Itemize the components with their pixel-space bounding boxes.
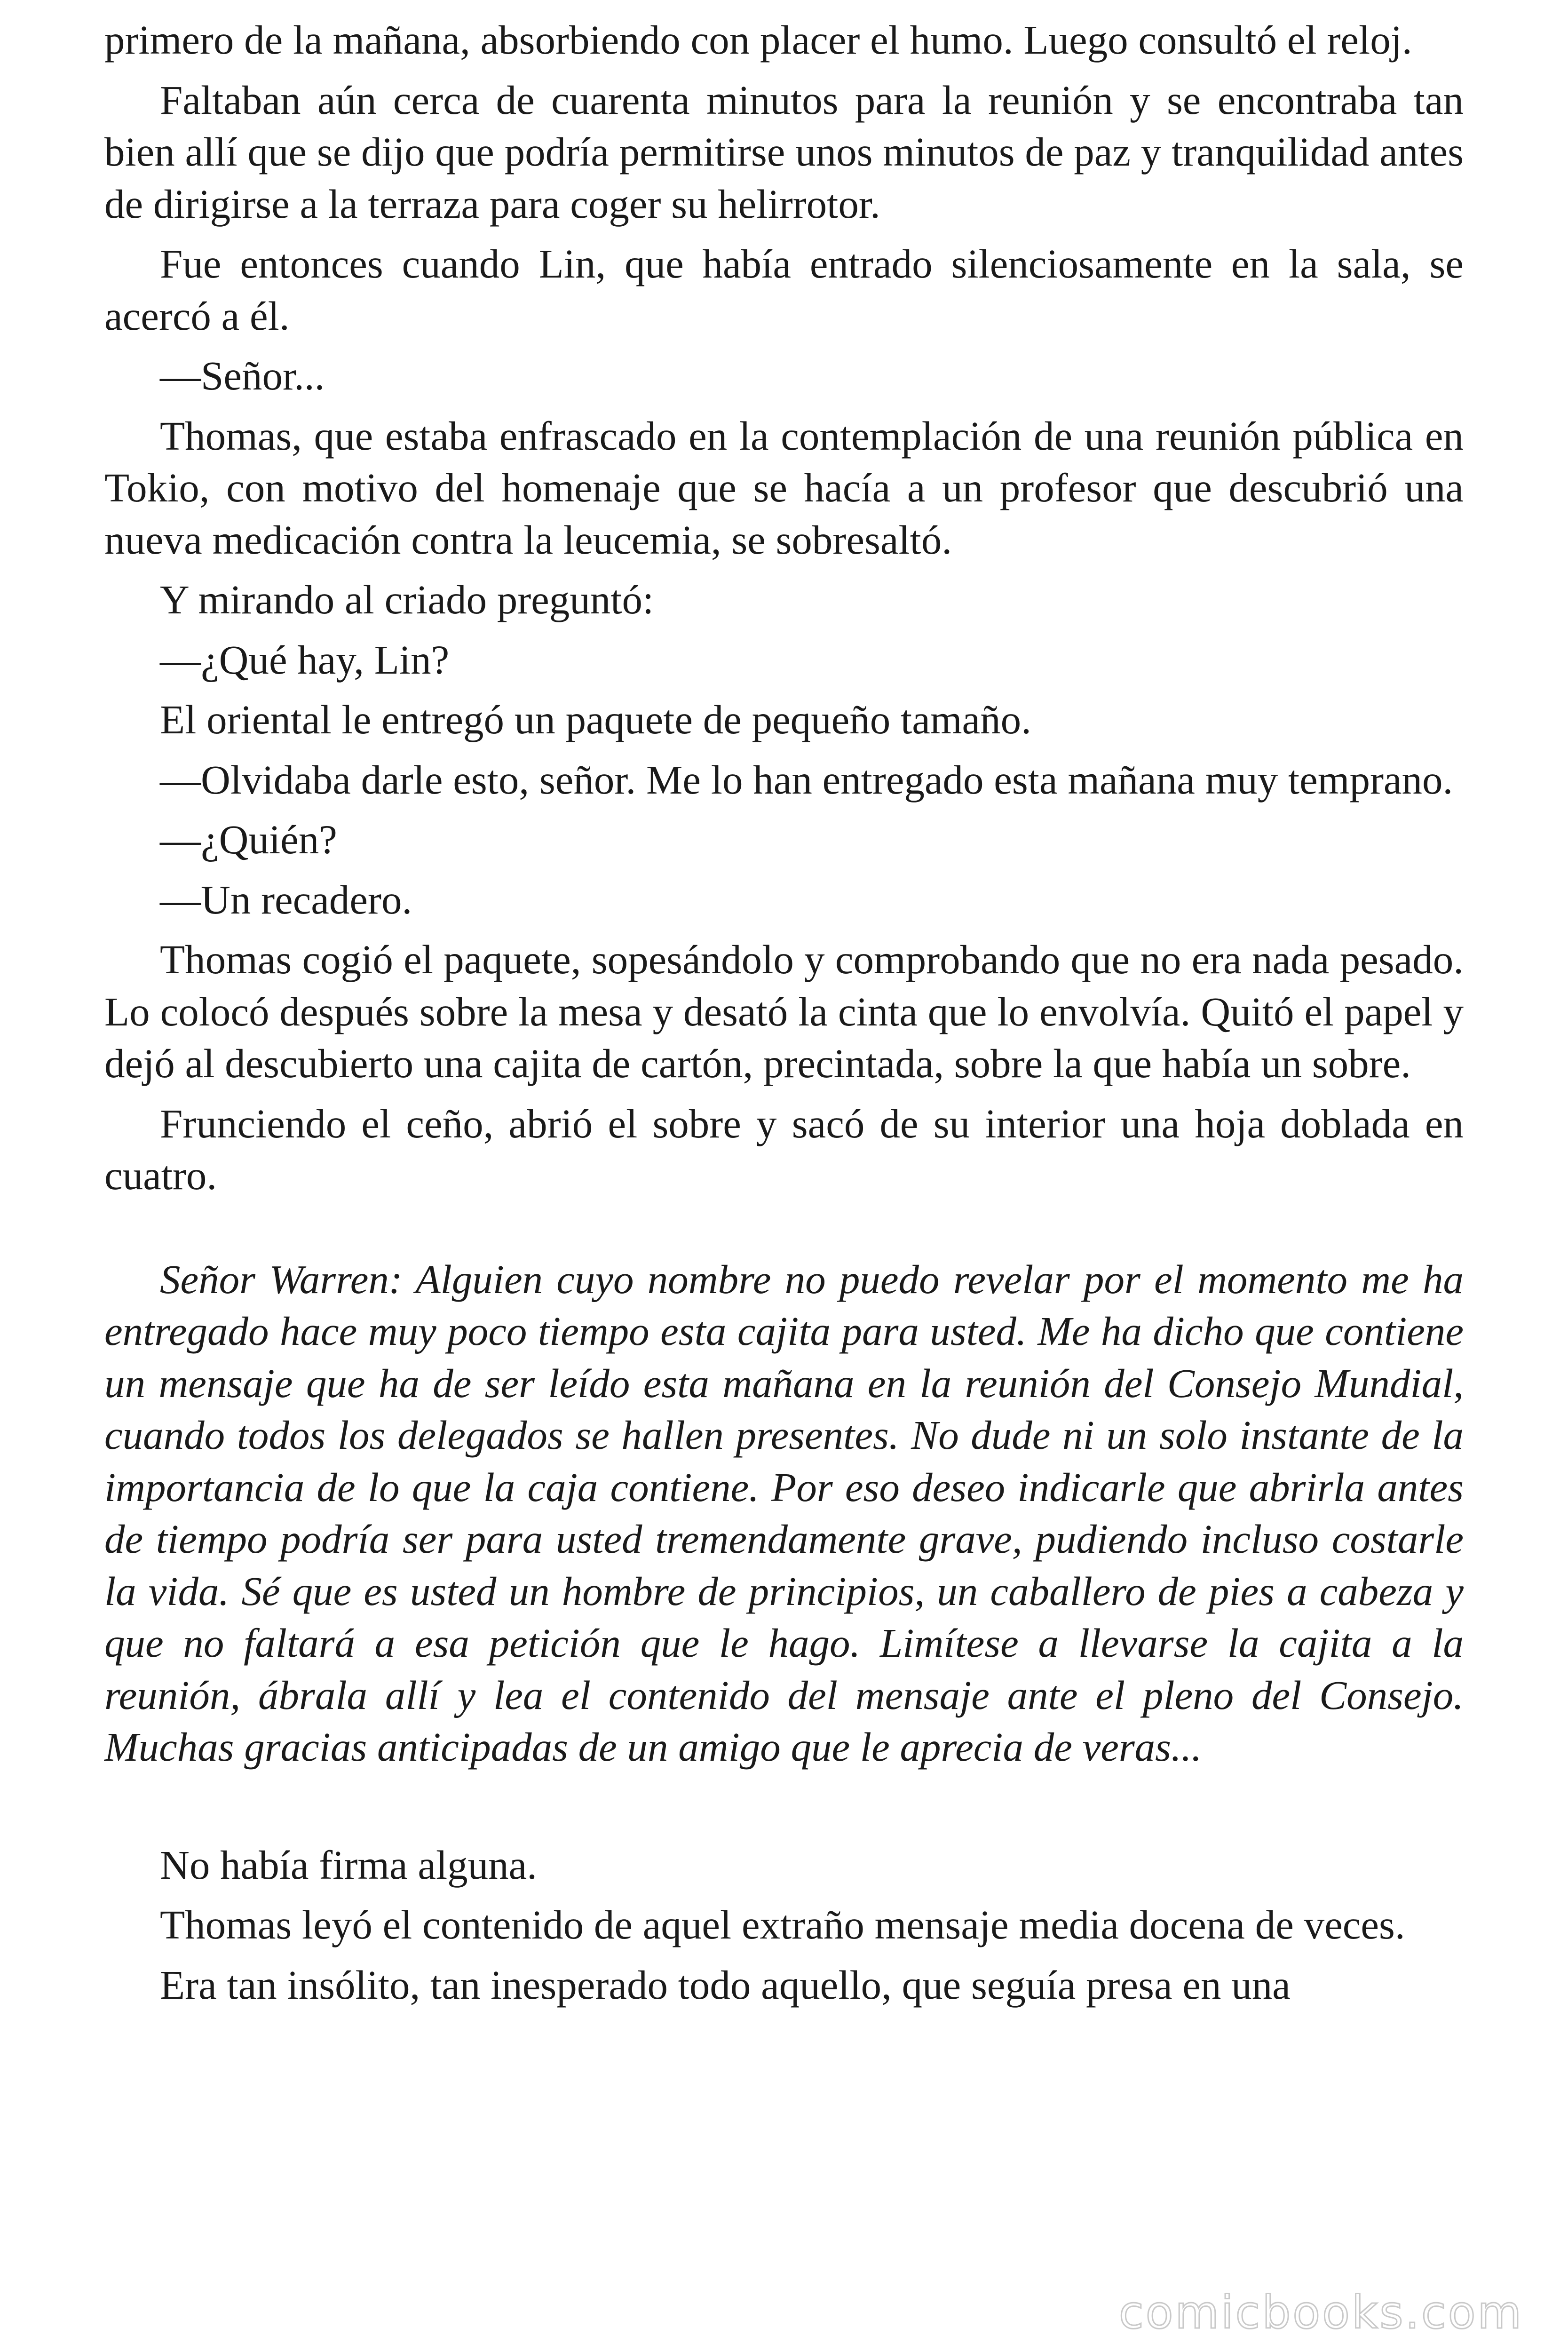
letter-text: Señor Warren: Alguien cuyo nombre no puedo revelar por el momento me ha entregado hace muy poco tiempo esta cajita para usted. Me ha dicho que contiene un mensaje que ha de ser leído esta mañana en la reunión del Consejo Mundial, cuando todos los delegados se hallen presentes. No dude ni un solo instante de la importancia de lo que la caja contiene. Por eso deseo indicarle que abrirla antes de tiempo podría ser para usted tremendamente grave, pudiendo incluso costarle la vida. Sé que es usted un hombre de principios, un caballero de pies a cabeza y que no faltará a esa petición que le hago. Limítese a llevarse la cajita a la reunión, ábrala allí y lea el contenido del mensaje ante el pleno del Consejo. Muchas gracias anticipadas de un amigo que le aprecia de veras... — [104, 1256, 1464, 1770]
paragraph: El oriental le entregó un paquete de pequeño tamaño. — [160, 697, 1031, 742]
dialogue-line: —Un recadero. — [160, 876, 412, 922]
paragraph: Frunciendo el ceño, abrió el sobre y sacó de su interior una hoja doblada en cuatro. — [104, 1100, 1464, 1198]
dialogue-line: —Señor... — [160, 353, 325, 398]
paragraph: Thomas leyó el contenido de aquel extraño mensaje media docena de veces. — [160, 1902, 1405, 1947]
watermark-logo: comicbooks.com — [1118, 2286, 1523, 2339]
paragraph: Era tan insólito, tan inesperado todo aquello, que seguía presa en una — [160, 1962, 1291, 2008]
paragraph: Thomas cogió el paquete, sopesándolo y comprobando que no era nada pesado. Lo colocó después sobre la mesa y desató la cinta que lo envolvía. Quitó el papel y dejó al descubierto una cajita de cartón, precintada, sobre la que había un sobre. — [104, 937, 1464, 1086]
paragraph-continuation: primero de la mañana, absorbiendo con placer el humo. Luego consultó el reloj. — [104, 17, 1412, 63]
dialogue-line: —¿Qué hay, Lin? — [160, 636, 450, 683]
paragraph: Thomas, que estaba enfrascado en la contemplación de una reunión pública en Tokio, con motivo del homenaje que se hacía a un profesor que descubrió una nueva medicación contra la leucemia, se sobresaltó. — [104, 413, 1464, 563]
book-page — [104, 14, 1464, 2019]
dialogue-line: —Olvidaba darle esto, señor. Me lo han entregado esta mañana muy temprano. — [160, 756, 1453, 803]
paragraph: No había firma alguna. — [160, 1842, 538, 1888]
letter-block — [104, 1254, 1464, 1773]
dialogue-line: —¿Quién? — [160, 817, 337, 862]
paragraph: Y mirando al criado preguntó: — [160, 577, 654, 622]
paragraph: Fue entonces cuando Lin, que había entrado silenciosamente en la sala, se acercó a él. — [104, 241, 1464, 339]
paragraph: Faltaban aún cerca de cuarenta minutos para la reunión y se encontraba tan bien allí que se dijo que podría permitirse unos minutos de paz y tranquilidad antes de dirigirse a la terraza para coger su helirrotor. — [104, 77, 1464, 227]
